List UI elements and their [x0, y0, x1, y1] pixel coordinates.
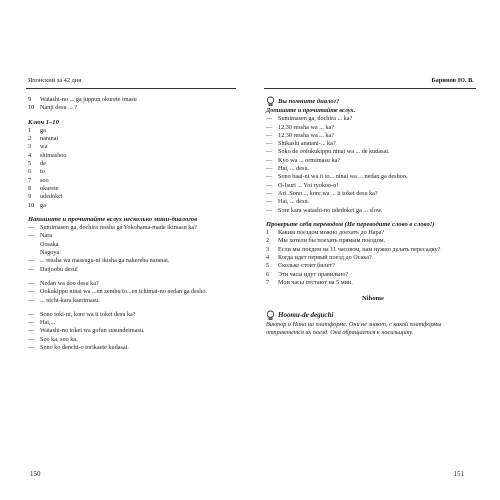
remember-line-text: 12.30 ressha wa ... ka?: [278, 123, 335, 131]
dialog-dash: —: [266, 165, 273, 173]
key-item-number: 10: [28, 201, 35, 209]
key-item-number: 8: [28, 184, 32, 192]
section-intro-text: Виктор и Нина на платформе. Они не знают, с какой платформы отправляется их поезд. Она обращается к носильщику.: [266, 320, 442, 336]
remember-line-text: O-Isuri ... Yoi ryokoo-o!: [278, 181, 339, 189]
dialog-line: [28, 288, 240, 296]
left-page-number: 150: [30, 470, 41, 478]
right-page-number: 151: [453, 470, 464, 478]
dialog-dash: —: [266, 123, 273, 131]
remember-line-text: Shikashi anatani-... ka?: [278, 140, 336, 148]
dialog-line: [28, 232, 240, 240]
exercise-item-text: Nanji desu ... ?: [40, 104, 78, 112]
dialog-text: Nagoya: [40, 249, 60, 257]
key-item-text: ga: [40, 201, 46, 209]
dialog-text: Daijoobu desu!: [40, 265, 78, 273]
dialog-line: [28, 266, 240, 274]
key-item-number: 9: [28, 193, 32, 201]
dialog-text: Sumimasen ga, dochira ressha ga Yokohama-made ikimasu ka?: [40, 224, 197, 232]
translate-item: [266, 254, 480, 262]
right-content: [266, 96, 480, 337]
remember-line: [266, 132, 480, 140]
dialog-line: [28, 224, 240, 232]
key-item-text: okurete: [40, 184, 59, 192]
right-running-header: Баринов Ю. В.: [431, 77, 474, 84]
exercise-item-text: Watashi-no ... ga juppun okurete imasu: [40, 96, 137, 103]
dialog-text: ... ressha wa massugu-ni ikisha ga nakereba naranai.: [40, 257, 170, 265]
left-header-rule: [26, 88, 236, 89]
dialog-dash: —: [266, 206, 273, 214]
dialog-text: Sono ko denchi-o torikaete kudasai.: [40, 344, 129, 352]
key-item: [28, 127, 240, 135]
key-item: [28, 160, 240, 168]
dialog-dash: —: [28, 224, 35, 232]
dialog-line: [28, 249, 240, 257]
key-item-number: 5: [28, 160, 32, 168]
translate-title: Проверьте себя переводом (Не переводите слово в слово!): [266, 220, 435, 228]
section-subtitle-text: Hoomu-de deguchi: [278, 310, 334, 319]
remember-line-text: Ari..Sono..., kore wa ... ii tokei desu ka?: [278, 189, 378, 197]
dialog-text: Oosaka: [40, 240, 59, 248]
dialog-line: [28, 311, 240, 319]
translate-item-number: 7: [266, 278, 270, 286]
key-title: Ключ 1–10: [28, 118, 59, 126]
translate-item: [266, 246, 480, 254]
key-item-text: wa: [40, 143, 48, 151]
lightbulb-icon: [266, 310, 275, 321]
exercise-item: [28, 104, 240, 112]
remember-line-text: Sumimasen ga, dochira ... ka?: [278, 115, 353, 123]
translate-item-text: Когда идет первый поезд до Осака?: [278, 254, 372, 262]
dialog-text: Soo ka, soo ka.: [40, 335, 78, 343]
remember-line-text: Hai, ... desu.: [278, 165, 310, 173]
translate-item-number: 4: [266, 254, 270, 262]
translate-item-number: 6: [266, 270, 270, 278]
remember-line: [266, 124, 480, 132]
section-title: Nihome: [362, 295, 384, 303]
dialog-dash: —: [28, 310, 35, 318]
dialog-text: Nara: [40, 232, 53, 240]
dialog-text: Hai,...: [40, 319, 56, 327]
exercise-item-number: 10: [28, 104, 35, 112]
translate-item-number: 5: [266, 262, 270, 270]
remember-dialog-lines: [266, 115, 480, 215]
right-page: [250, 0, 500, 500]
remember-line-text: Sono baai-ni wa ii to... ninai wa ... nedan ga deshoo.: [278, 173, 408, 181]
dialog-task-title: Напишите и прочитайте вслух несколько мини-диалогов: [28, 215, 198, 223]
remember-line: [266, 157, 480, 165]
dialog-text: Ookukippu ninai wa ...en zembu to...en ichimai-no nedan ga desho.: [40, 288, 208, 296]
dialog-dash: —: [266, 140, 273, 148]
key-item-text: de: [40, 160, 46, 168]
exercise-item-number: 9: [28, 96, 32, 103]
key-item-number: 7: [28, 176, 32, 184]
dialog-line: [28, 336, 240, 344]
dialog-line: [28, 344, 240, 352]
dialog-dash: —: [266, 198, 273, 206]
dialog-dash: —: [28, 279, 35, 287]
dialog-dash: —: [266, 173, 273, 181]
remember-line-text: Sore kara watashi-no udedokei ga ... slow.: [278, 206, 383, 214]
key-item-text: ga: [40, 126, 46, 134]
dialog-dash: —: [28, 288, 35, 296]
dialog-dash: —: [28, 265, 35, 273]
remember-task: Допишите и прочитайте вслух.: [266, 107, 356, 114]
key-item-text: naranai: [40, 135, 59, 143]
key-item: [28, 177, 240, 185]
dialog-dash: —: [266, 115, 273, 123]
translate-item-text: Мы хотели бы поехать прямым поездом.: [278, 237, 386, 245]
remember-line: [266, 140, 480, 148]
dialog-text: Watashi-no tokei wa gofun susundeimasu.: [40, 327, 145, 335]
key-item: [28, 143, 240, 151]
top-exercise-list: [28, 96, 240, 113]
key-item: [28, 135, 240, 143]
key-item: [28, 168, 240, 176]
dialog-dash: —: [28, 296, 35, 304]
remember-line: [266, 198, 480, 206]
key-item-number: 1: [28, 126, 32, 134]
dialog-dash: —: [28, 257, 35, 265]
remember-line: [266, 148, 480, 156]
dialog-line: [28, 327, 240, 335]
lightbulb-icon: [266, 96, 275, 107]
dialog-text: ... nichi-kara kaerimasu.: [40, 296, 100, 304]
translate-item-number: 2: [266, 237, 270, 245]
translate-item-text: Эти часы идут правильно?: [278, 270, 349, 278]
dialog-dash: —: [266, 131, 273, 139]
remember-line: [266, 207, 480, 215]
remember-line-text: Kyo wa ... ormimasu ka?: [278, 156, 341, 164]
key-item: [28, 202, 240, 210]
dialog-line: [28, 280, 240, 288]
dialog-line: [28, 319, 240, 327]
key-item-number: 3: [28, 143, 32, 151]
dialog-line: [28, 241, 240, 249]
dialog-dash: —: [28, 335, 35, 343]
mini-dialogs: [28, 224, 240, 352]
dialog-line: [28, 297, 240, 305]
translate-item-text: Если мы поедем на 11 часовом, нам нужно делать пересадку?: [278, 245, 441, 253]
translate-item: [266, 279, 480, 287]
translate-item: [266, 262, 480, 270]
translate-item: [266, 237, 480, 245]
dialog-text: Nedan wa doo desu ka?: [40, 279, 99, 287]
exercise-item: [28, 96, 240, 104]
left-running-header: Японский за 42 дня: [28, 77, 82, 84]
key-item-number: 4: [28, 151, 32, 159]
dialog-dash: —: [28, 232, 35, 240]
translate-item-text: Мои часы отстают на 5 мин.: [278, 278, 353, 286]
answer-key-list: [28, 127, 240, 210]
translate-list: [266, 229, 480, 287]
dialog-line: [28, 257, 240, 265]
remember-title: Вы помните диалог?: [278, 98, 340, 106]
dialog-dash: —: [28, 319, 35, 327]
remember-heading: [266, 96, 480, 107]
key-item: [28, 185, 240, 193]
translate-item-number: 1: [266, 229, 270, 237]
remember-line: [266, 190, 480, 198]
translate-item-text: Каким поездом можно доехать до Нара?: [278, 229, 385, 237]
right-header-rule: [264, 88, 476, 89]
dialog-dash: —: [28, 327, 35, 335]
dialog-dash: —: [266, 189, 273, 197]
remember-line: [266, 115, 480, 123]
remember-line: [266, 182, 480, 190]
section-subtitle: [266, 310, 480, 321]
key-item: [28, 152, 240, 160]
translate-item-text: Сколько стоит билет?: [278, 262, 335, 270]
left-content: [28, 96, 240, 352]
dialog-text: Sono toki-ni, kore wa ii tokei desu ka?: [40, 310, 136, 318]
key-item-number: 6: [28, 168, 32, 176]
remember-line-text: Soko de oofukukippu ninai wa ... de kudasai.: [278, 148, 390, 156]
key-item-text: soo: [40, 176, 49, 184]
dialog-dash: —: [266, 148, 273, 156]
remember-line: [266, 173, 480, 181]
key-item-text: shimashoo: [40, 151, 67, 159]
translate-item-number: 3: [266, 245, 270, 253]
key-item-text: to: [40, 168, 45, 176]
dialog-dash: —: [266, 156, 273, 164]
key-item-number: 2: [28, 135, 32, 143]
translate-item: [266, 229, 480, 237]
remember-line-text: 12.30 ressha wa ... ka?: [278, 131, 335, 139]
key-item: [28, 193, 240, 201]
remember-line-text: Hai, ... desu.: [278, 198, 310, 206]
remember-line: [266, 165, 480, 173]
dialog-dash: —: [266, 181, 273, 189]
dialog-dash: —: [28, 344, 35, 352]
translate-item: [266, 271, 480, 279]
key-item-text: udedokei: [40, 193, 63, 201]
